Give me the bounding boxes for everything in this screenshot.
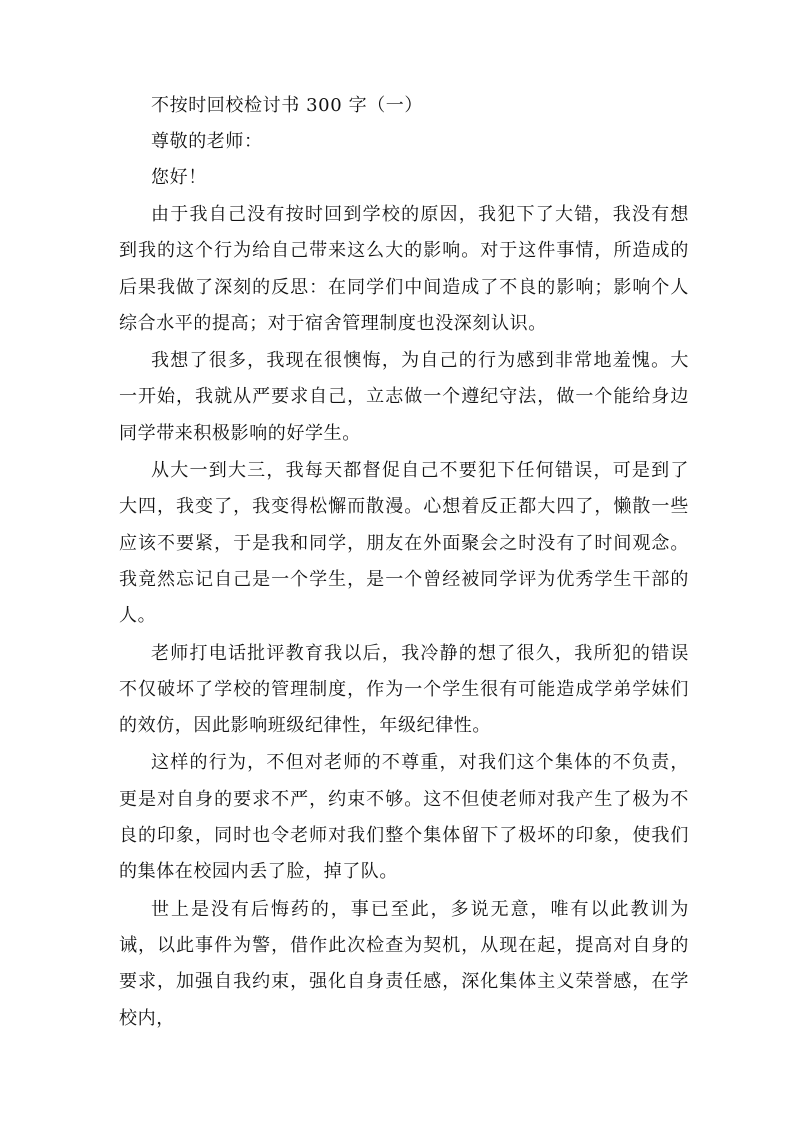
greeting: 您好！ <box>151 167 207 188</box>
document-title: 不按时回校检讨书 300 字（一） <box>151 95 423 116</box>
paragraph-1: 由于我自己没有按时回到学校的原因，我犯下了大错，我没有想到我的这个行为给自己带来这么大的影响。对于这件事情，所造成的后果我做了深刻的反思：在同学们中间造成了不良的影响；影响个人综合水平的提高；对于宿舍管理制度也没深刻认识。 <box>119 204 689 334</box>
paragraph-3: 从大一到大三，我每天都督促自己不要犯下任何错误，可是到了大四，我变了，我变得松懈而散漫。心想着反正都大四了，懒散一些应该不要紧，于是我和同学，朋友在外面聚会之时没有了时间观念。我竟然忘记自己是一个学生，是一个曾经被同学评为优秀学生干部的人。 <box>119 460 689 627</box>
paragraph-6: 世上是没有后悔药的，事已至此，多说无意，唯有以此教训为诫，以此事件为警，借作此次检查为契机，从现在起，提高对自身的要求，加强自我约束，强化自身责任感，深化集体主义荣誉感，在学校内， <box>119 898 689 1029</box>
document-body <box>119 88 689 1037</box>
salutation: 尊敬的老师： <box>151 131 263 152</box>
paragraph-2: 我想了很多，我现在很懊悔，为自己的行为感到非常地羞愧。大一开始，我就从严要求自己，立志做一个遵纪守法，做一个能给身边同学带来积极影响的好学生。 <box>119 350 689 444</box>
paragraph-5: 这样的行为，不但对老师的不尊重，对我们这个集体的不负责，更是对自身的要求不严，约束不够。这不但使老师对我产生了极为不良的印象，同时也令老师对我们整个集体留下了极坏的印象，使我们的集体在校园内丢了脸，掉了队。 <box>119 752 689 883</box>
paragraph-4: 老师打电话批评教育我以后，我冷静的想了很久，我所犯的错误不仅破坏了学校的管理制度，作为一个学生很有可能造成学弟学妹们的效仿，因此影响班级纪律性，年级纪律性。 <box>119 642 689 737</box>
